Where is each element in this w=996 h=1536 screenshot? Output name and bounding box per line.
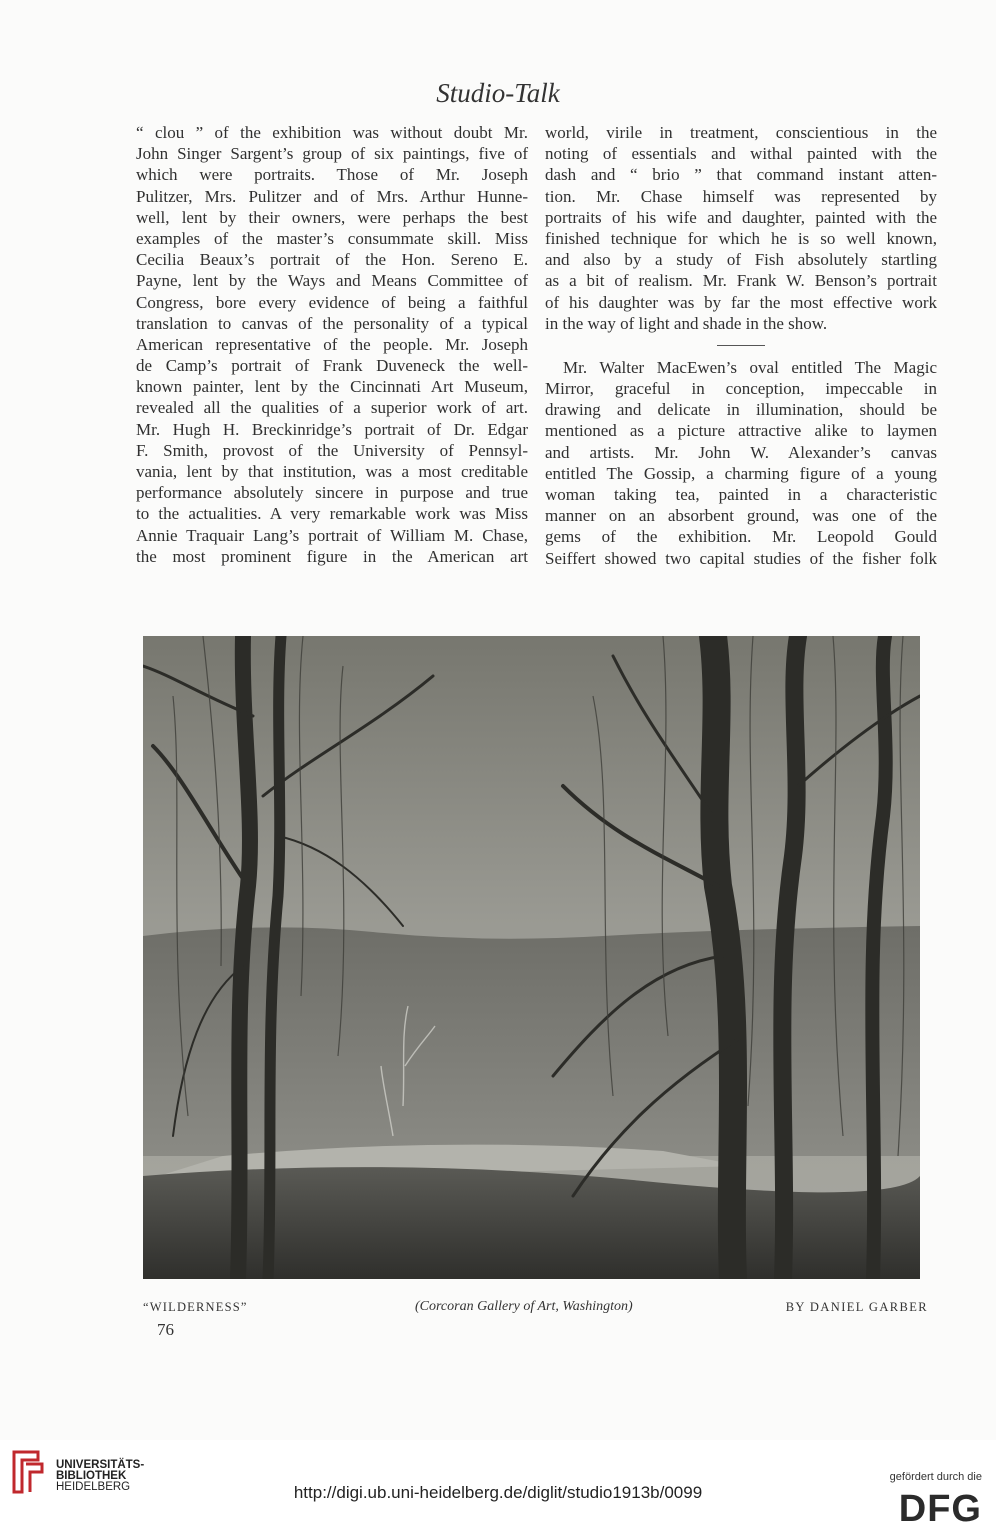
text-line: portraits of his wife and daughter, painted with the xyxy=(545,207,937,227)
text-line: the most prominent figure in the American art xyxy=(136,546,528,566)
text-line: which were portraits. Those of Mr. Joseph xyxy=(136,165,528,185)
text-line: mentioned as a picture attractive alike to laymen xyxy=(545,421,937,441)
text-line: as a bit of realism. Mr. Frank W. Benson’s portrait xyxy=(545,271,937,291)
caption-artist: BY DANIEL GARBER xyxy=(785,1300,928,1314)
text-line: manner on an absorbent ground, was one of the xyxy=(545,506,937,526)
text-line: Congress, bore every evidence of being a faithful xyxy=(136,292,528,312)
text-line: translation to canvas of the personality of a typical xyxy=(136,313,528,333)
text-line: American representative of the people. Mr. Joseph xyxy=(136,334,528,354)
left-column xyxy=(136,122,528,567)
library-line: BIBLIOTHEK xyxy=(56,1470,127,1482)
right-column xyxy=(545,122,937,569)
text-line: Annie Traquair Lang’s portrait of William M. Chase, xyxy=(136,525,528,545)
text-line: world, virile in treatment, conscientious in the xyxy=(545,123,937,142)
library-line: UNIVERSITÄTS- xyxy=(56,1459,145,1471)
text-line: in the way of light and shade in the show. xyxy=(545,313,828,333)
text-line: to the actualities. A very remarkable work was Miss xyxy=(136,504,528,524)
text-line: dash and “ brio ” that command instant atten- xyxy=(545,165,937,185)
page-number: 76 xyxy=(157,1320,174,1339)
text-line: entitled The Gossip, a charming figure of a young xyxy=(545,463,937,483)
section-divider xyxy=(717,345,765,346)
running-head: Studio-Talk xyxy=(436,78,560,108)
text-line: of his daughter was by far the most effective work xyxy=(545,292,937,312)
text-line: Mirror, graceful in conception, impeccable in xyxy=(545,379,937,399)
text-line: noting of essentials and withal painted with the xyxy=(545,144,937,164)
text-line: John Singer Sargent’s group of six paintings, five of xyxy=(136,144,528,164)
text-line: Cecilia Beaux’s portrait of the Hon. Sereno E. xyxy=(136,250,528,270)
library-line: HEIDELBERG xyxy=(56,1481,131,1493)
dfg-logo: DFG xyxy=(898,1488,982,1530)
funding-note: gefördert durch die xyxy=(889,1471,982,1483)
text-line: “ clou ” of the exhibition was without doubt Mr. xyxy=(136,123,528,142)
text-line: known painter, lent by the Cincinnati Art Museum, xyxy=(136,377,528,397)
text-line: and also by a study of Fish absolutely startling xyxy=(545,250,937,270)
text-line: finished technique for which he is so well known, xyxy=(545,228,937,248)
text-line: Pulitzer, Mrs. Pulitzer and of Mrs. Arthur Hunne- xyxy=(136,186,528,206)
caption-title: “WILDERNESS” xyxy=(143,1300,248,1314)
text-line: and artists. Mr. John W. Alexander’s canvas xyxy=(545,442,937,462)
text-line: de Camp’s portrait of Frank Duveneck the well- xyxy=(136,356,528,376)
text-line: performance absolutely sincere in purpose and true xyxy=(136,483,528,503)
text-line: F. Smith, provost of the University of Pennsyl- xyxy=(136,440,528,460)
text-line: examples of the master’s consummate skill. Miss xyxy=(136,228,528,248)
text-line: Mr. Hugh H. Breckinridge’s portrait of Dr. Edgar xyxy=(136,419,528,439)
text-line: woman taking tea, painted in a characteristic xyxy=(545,485,937,504)
text-line: gems of the exhibition. Mr. Leopold Gould xyxy=(545,527,937,547)
wilderness-painting xyxy=(143,636,920,1279)
text-line: drawing and delicate in illumination, should be xyxy=(545,400,937,420)
text-line: tion. Mr. Chase himself was represented by xyxy=(545,186,937,206)
caption-source: (Corcoran Gallery of Art, Washington) xyxy=(415,1299,633,1314)
permalink[interactable]: http://digi.ub.uni-heidelberg.de/diglit/studio1913b/0099 xyxy=(293,1483,703,1502)
text-line: revealed all the qualities of a superior work of art. xyxy=(136,398,528,418)
text-line: Payne, lent by the Ways and Means Committee of xyxy=(136,271,528,291)
figure-caption xyxy=(143,1300,928,1320)
text-line: vania, lent by that institution, was a most creditable xyxy=(136,462,528,481)
text-line: well, lent by their owners, were perhaps the best xyxy=(136,207,528,227)
text-line: Mr. Walter MacEwen’s oval entitled The Magic xyxy=(563,357,937,377)
text-line: Seiffert showed two capital studies of the fisher folk xyxy=(545,548,937,568)
